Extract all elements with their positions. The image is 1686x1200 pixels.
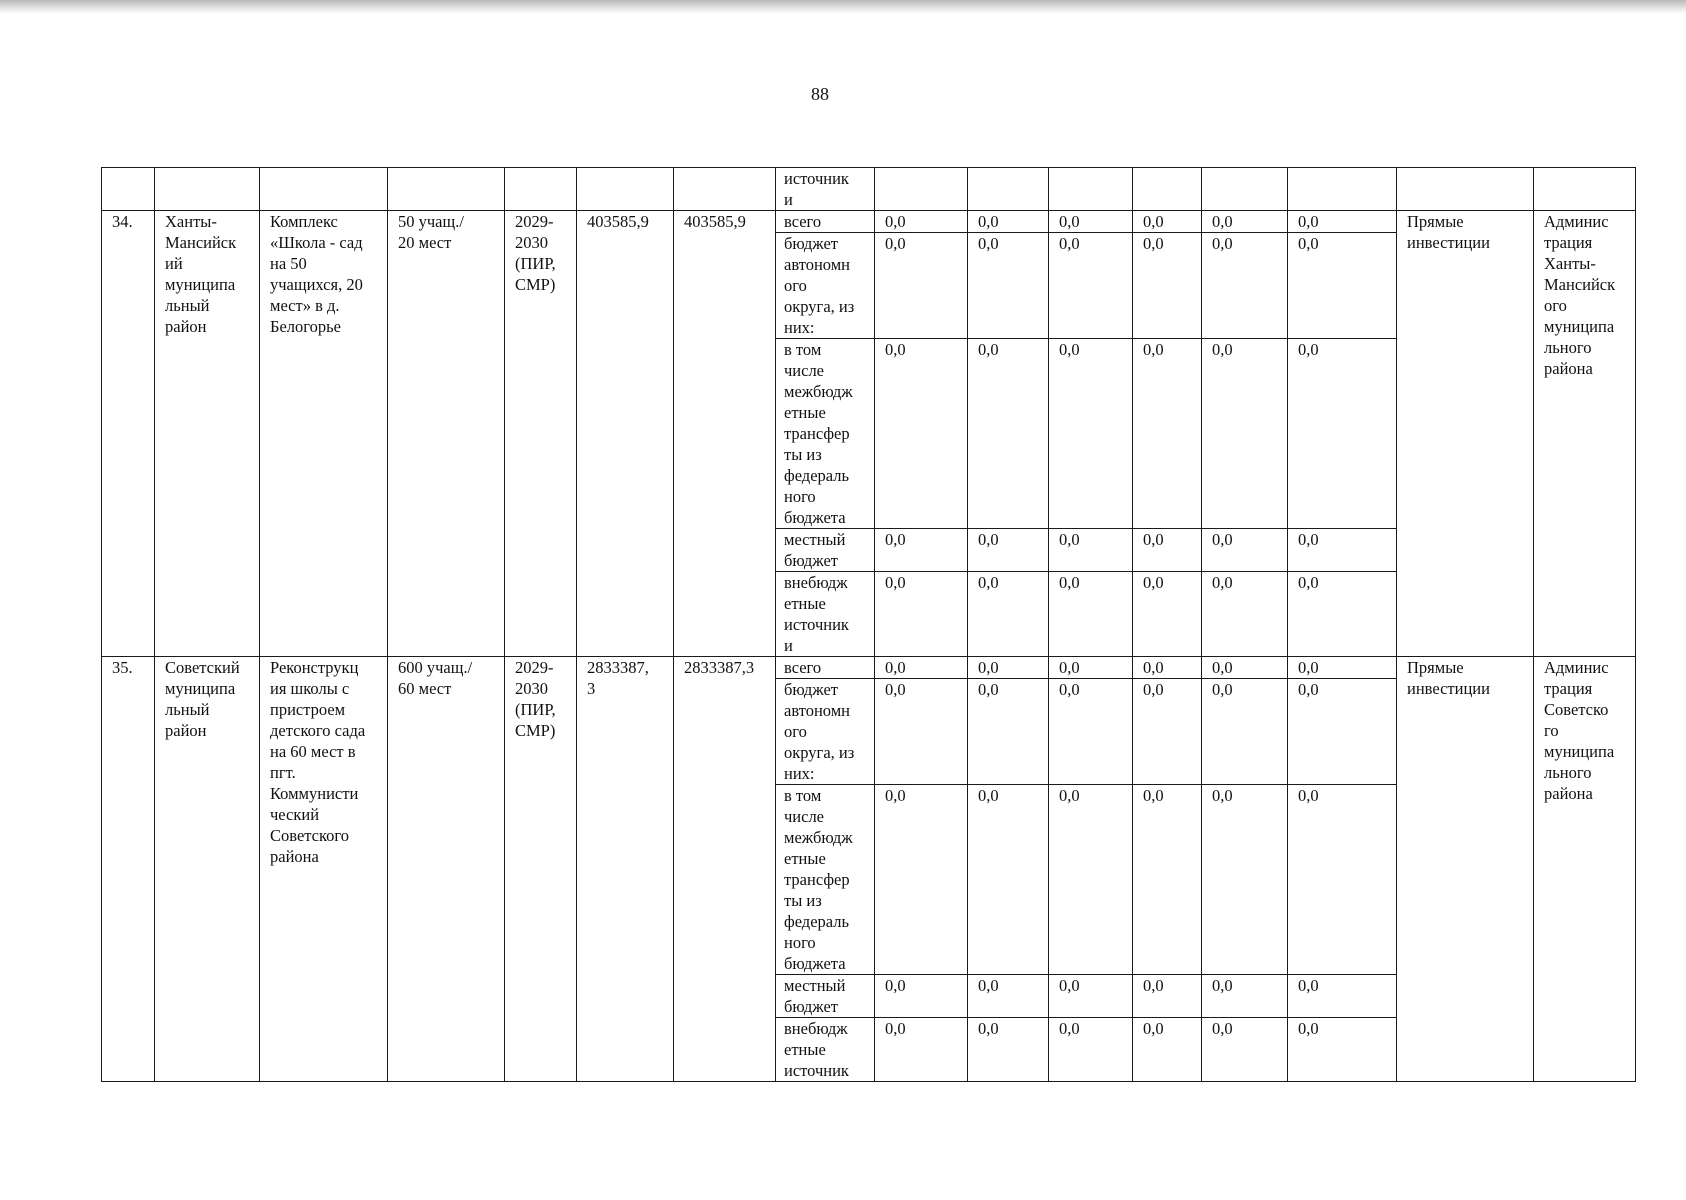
value-cell: 0,0 <box>968 211 1049 233</box>
value-cell: 0,0 <box>1133 233 1202 339</box>
source-label-cell: в том числе межбюдж етные трансфер ты из федераль ного бюджета <box>776 339 875 529</box>
value-cell: 0,0 <box>875 975 968 1018</box>
value-cell: 0,0 <box>968 679 1049 785</box>
value-cell: 0,0 <box>1133 975 1202 1018</box>
value-cell: 0,0 <box>1288 211 1397 233</box>
value-cell: 0,0 <box>1133 572 1202 657</box>
value-cell: 0,0 <box>875 785 968 975</box>
value-cell: 0,0 <box>1049 975 1133 1018</box>
value-cell: 0,0 <box>1049 339 1133 529</box>
value-cell: 0,0 <box>1202 211 1288 233</box>
value-cell: 0,0 <box>1202 785 1288 975</box>
cell-empty <box>875 168 968 211</box>
investment-table <box>101 167 1636 1082</box>
value-cell: 0,0 <box>1202 529 1288 572</box>
cell-empty <box>505 168 577 211</box>
value-cell: 0,0 <box>1049 679 1133 785</box>
value-cell: 0,0 <box>1133 785 1202 975</box>
source-label-cell: всего <box>776 657 875 679</box>
table-row <box>102 211 1636 233</box>
value-cell: 0,0 <box>1202 1018 1288 1082</box>
district-cell: Ханты- Мансийск ий муниципа льный район <box>155 211 260 657</box>
table-row <box>102 657 1636 679</box>
value-cell: 0,0 <box>1202 679 1288 785</box>
customer-cell: Админис трация Ханты- Мансийск ого муниципа льного района <box>1534 211 1636 657</box>
period-cell: 2029- 2030 (ПИР, СМР) <box>505 657 577 1082</box>
value-cell: 0,0 <box>968 657 1049 679</box>
value-cell: 0,0 <box>875 233 968 339</box>
district-cell: Советский муниципа льный район <box>155 657 260 1082</box>
value-cell: 0,0 <box>1202 572 1288 657</box>
object-cell: Реконструкц ия школы с пристроем детского сада на 60 мест в пгт. Коммунисти ческий Советского района <box>260 657 388 1082</box>
cell-empty <box>1202 168 1288 211</box>
source-label-cell: всего <box>776 211 875 233</box>
value-cell: 0,0 <box>1288 975 1397 1018</box>
value-cell: 0,0 <box>1288 233 1397 339</box>
investment-type-cell: Прямые инвестиции <box>1397 211 1534 657</box>
value-cell: 0,0 <box>1288 679 1397 785</box>
value-cell: 0,0 <box>1288 657 1397 679</box>
value-cell: 0,0 <box>1288 529 1397 572</box>
value-cell: 0,0 <box>968 339 1049 529</box>
value-cell: 0,0 <box>1133 1018 1202 1082</box>
cell-empty <box>577 168 674 211</box>
cost-total-cell: 403585,9 <box>577 211 674 657</box>
source-label-cell: бюджет автономн ого округа, из них: <box>776 233 875 339</box>
value-cell: 0,0 <box>875 679 968 785</box>
cell-empty <box>260 168 388 211</box>
continuation-row <box>102 168 1636 211</box>
value-cell: 0,0 <box>875 529 968 572</box>
value-cell: 0,0 <box>1288 785 1397 975</box>
cell-empty <box>1049 168 1133 211</box>
cost-total-cell: 2833387, 3 <box>577 657 674 1082</box>
value-cell: 0,0 <box>1049 233 1133 339</box>
cell-empty <box>155 168 260 211</box>
cost-remaining-cell: 403585,9 <box>674 211 776 657</box>
cell-empty <box>1534 168 1636 211</box>
value-cell: 0,0 <box>1202 233 1288 339</box>
cell-empty <box>968 168 1049 211</box>
capacity-cell: 600 учащ./ 60 мест <box>388 657 505 1082</box>
cell-empty <box>1288 168 1397 211</box>
value-cell: 0,0 <box>1202 657 1288 679</box>
value-cell: 0,0 <box>1049 529 1133 572</box>
value-cell: 0,0 <box>968 233 1049 339</box>
value-cell: 0,0 <box>1133 679 1202 785</box>
customer-cell: Админис трация Советско го муниципа льного района <box>1534 657 1636 1082</box>
row-number: 34. <box>102 211 155 657</box>
source-label-cell: бюджет автономн ого округа, из них: <box>776 679 875 785</box>
cell-empty <box>1397 168 1534 211</box>
object-cell: Комплекс «Школа - сад на 50 учащихся, 20 мест» в д. Белогорье <box>260 211 388 657</box>
cell-empty <box>388 168 505 211</box>
value-cell: 0,0 <box>1288 572 1397 657</box>
value-cell: 0,0 <box>1049 572 1133 657</box>
value-cell: 0,0 <box>875 572 968 657</box>
value-cell: 0,0 <box>1202 975 1288 1018</box>
value-cell: 0,0 <box>1049 657 1133 679</box>
cell-empty <box>1133 168 1202 211</box>
source-label-cell: источник и <box>776 168 875 211</box>
source-label-cell: местный бюджет <box>776 529 875 572</box>
value-cell: 0,0 <box>1049 1018 1133 1082</box>
value-cell: 0,0 <box>1202 339 1288 529</box>
cost-remaining-cell: 2833387,3 <box>674 657 776 1082</box>
value-cell: 0,0 <box>875 211 968 233</box>
investment-type-cell: Прямые инвестиции <box>1397 657 1534 1082</box>
period-cell: 2029- 2030 (ПИР, СМР) <box>505 211 577 657</box>
scan-top-edge <box>0 0 1686 14</box>
value-cell: 0,0 <box>1049 785 1133 975</box>
cell-empty <box>102 168 155 211</box>
value-cell: 0,0 <box>1133 657 1202 679</box>
capacity-cell: 50 учащ./ 20 мест <box>388 211 505 657</box>
value-cell: 0,0 <box>1133 339 1202 529</box>
row-number: 35. <box>102 657 155 1082</box>
value-cell: 0,0 <box>1133 529 1202 572</box>
value-cell: 0,0 <box>968 529 1049 572</box>
value-cell: 0,0 <box>875 339 968 529</box>
value-cell: 0,0 <box>968 785 1049 975</box>
value-cell: 0,0 <box>1049 211 1133 233</box>
source-label-cell: внебюдж етные источник <box>776 1018 875 1082</box>
cell-empty <box>674 168 776 211</box>
value-cell: 0,0 <box>968 975 1049 1018</box>
value-cell: 0,0 <box>875 657 968 679</box>
source-label-cell: в том числе межбюдж етные трансфер ты из федераль ного бюджета <box>776 785 875 975</box>
value-cell: 0,0 <box>1133 211 1202 233</box>
value-cell: 0,0 <box>1288 339 1397 529</box>
source-label-cell: местный бюджет <box>776 975 875 1018</box>
value-cell: 0,0 <box>968 572 1049 657</box>
value-cell: 0,0 <box>875 1018 968 1082</box>
source-label-cell: внебюдж етные источник и <box>776 572 875 657</box>
value-cell: 0,0 <box>968 1018 1049 1082</box>
value-cell: 0,0 <box>1288 1018 1397 1082</box>
page-number: 88 <box>811 84 829 104</box>
